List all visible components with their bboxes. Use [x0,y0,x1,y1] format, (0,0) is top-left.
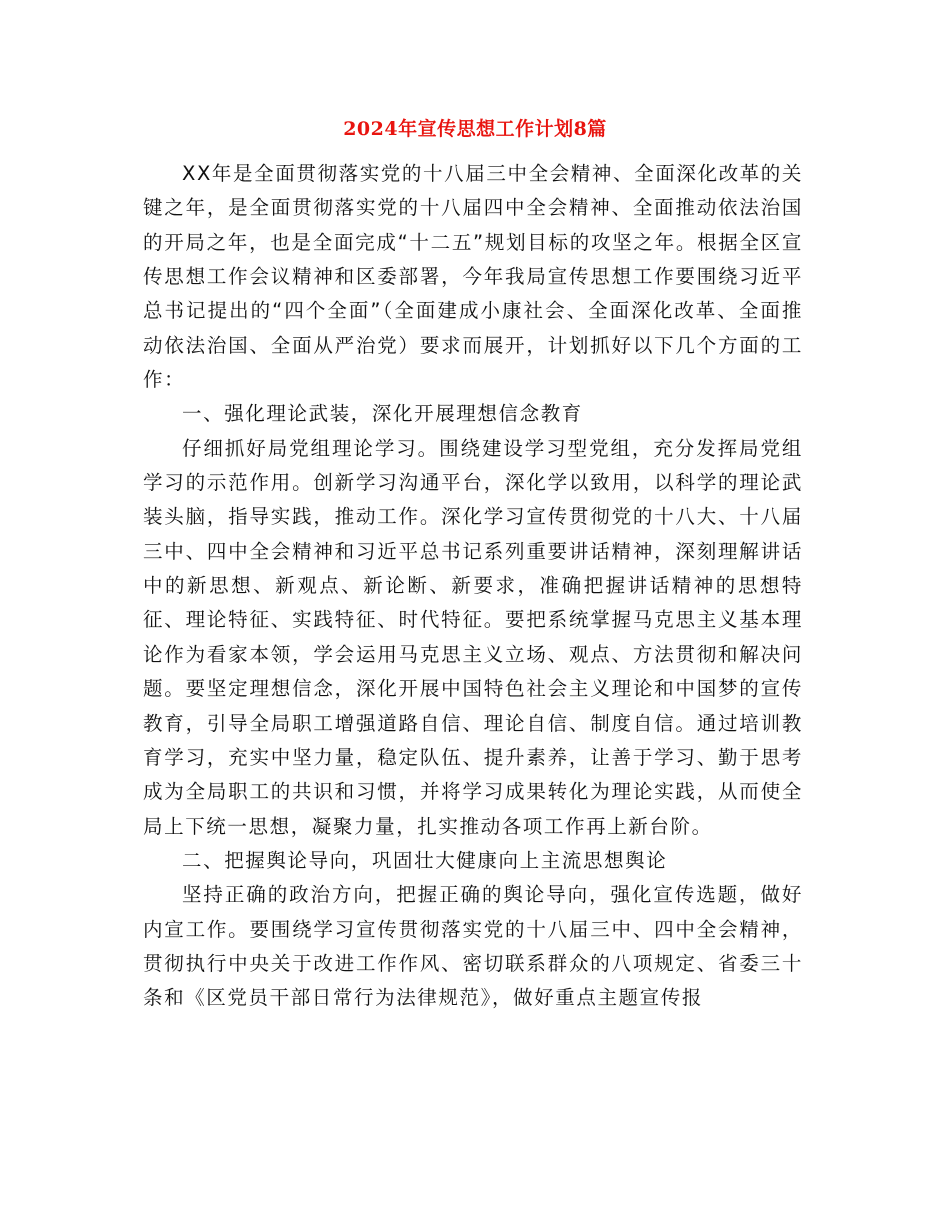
document-title: 2024年宣传思想工作计划8篇 [343,118,607,140]
document-body [143,157,803,1016]
paragraph-section-2: 坚持正确的政治方向，把握正确的舆论导向，强化宣传选题，做好内宣工作。要围绕学习宣传贯彻落实党的十八届三中、四中全会精神，贯彻执行中央关于改进工作作风、密切联系群众的八项规定、省委三十条和《区党员干部日常行为法律规范》，做好重点主题宣传报 [143,883,803,1010]
section-heading-1: 一、强化理论武装，深化开展理想信念教育 [182,402,583,426]
paragraph-intro: XX年是全面贯彻落实党的十八届三中全会精神、全面深化改革的关键之年，是全面贯彻落实党的十八届四中全会精神、全面推动依法治国的开局之年，也是全面完成“十二五”规划目标的攻坚之年。根据全区宣传思想工作会议精神和区委部署，今年我局宣传思想工作要围绕习近平总书记提出的“四个全面”（全面建成小康社会、全面深化改革、全面推动依法治国、全面从严治党）要求而展开，计划抓好以下几个方面的工作： [143,162,803,392]
paragraph-section-1: 仔细抓好局党组理论学习。围绕建设学习型党组，充分发挥局党组学习的示范作用。创新学习沟通平台，深化学以致用，以科学的理论武装头脑，指导实践，推动工作。深化学习宣传贯彻党的十八大、十八届三中、四中全会精神和习近平总书记系列重要讲话精神，深刻理解讲话中的新思想、新观点、新论断、新要求，准确把握讲话精神的思想特征、理论特征、实践特征、时代特征。要把系统掌握马克思主义基本理论作为看家本领，学会运用马克思主义立场、观点、方法贯彻和解决问题。要坚定理想信念，深化开展中国特色社会主义理论和中国梦的宣传教育，引导全局职工增强道路自信、理论自信、制度自信。通过培训教育学习，充实中坚力量，稳定队伍、提升素养，让善于学习、勤于思考成为全局职工的共识和习惯，并将学习成果转化为理论实践，从而使全局上下统一思想，凝聚力量，扎实推动各项工作再上新台阶。 [143,436,803,838]
section-heading-2: 二、把握舆论导向，巩固壮大健康向上主流思想舆论 [182,848,668,872]
